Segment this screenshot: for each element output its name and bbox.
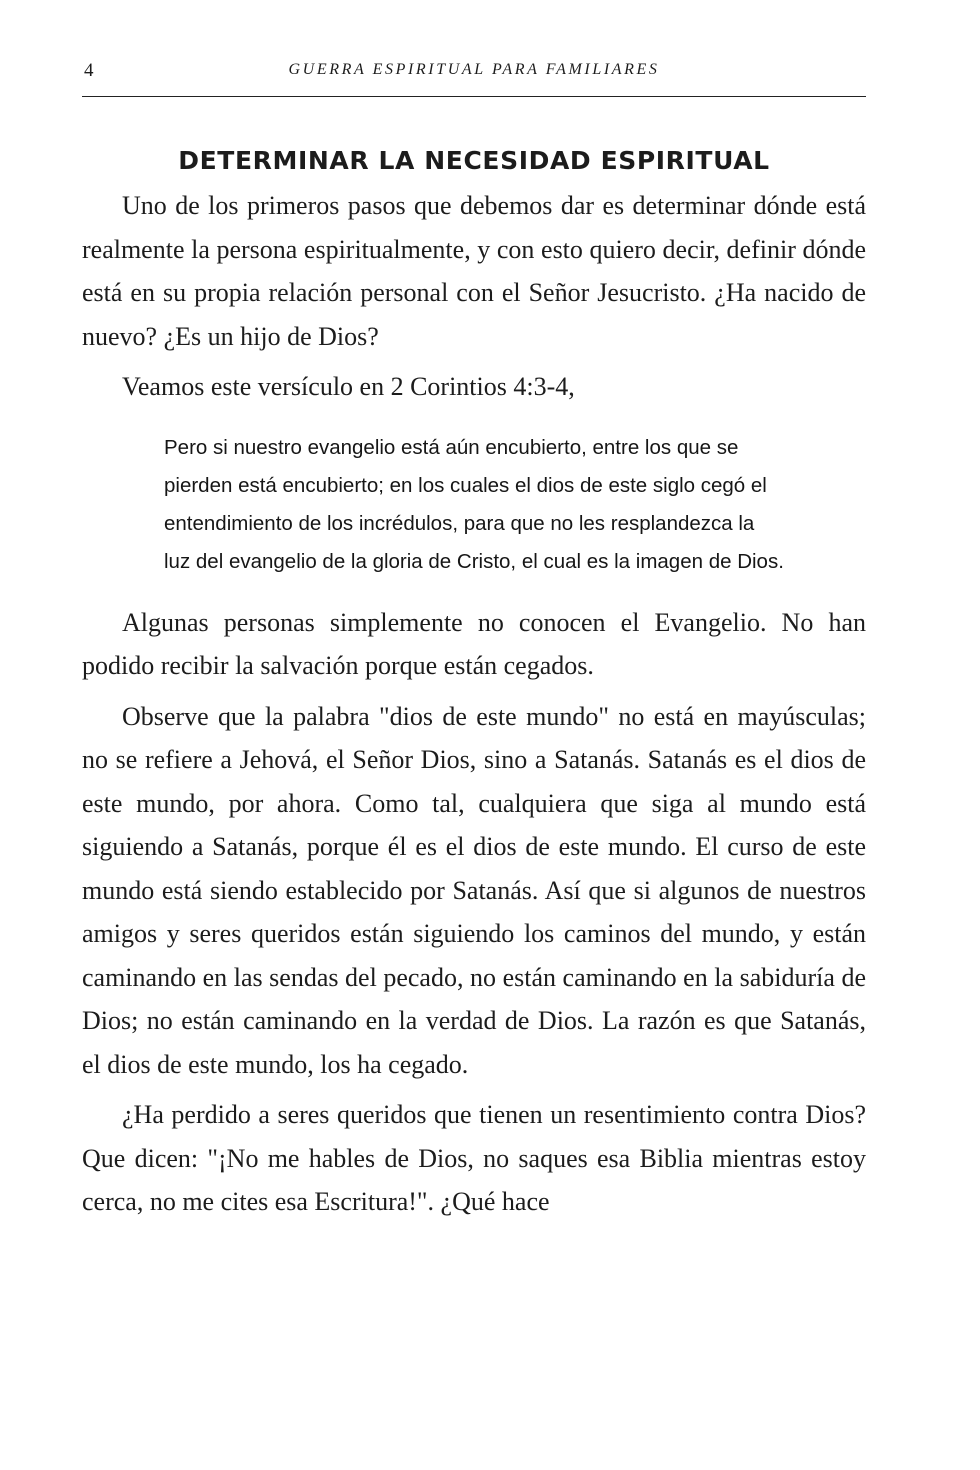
section-heading: DETERMINAR LA NECESIDAD ESPIRITUAL <box>178 146 770 175</box>
scripture-quote: Pero si nuestro evangelio está aún encubierto, entre los que se pierden está encubierto; en los cuales el dios de este siglo cegó el entendimiento de los incrédulos, para que no les resplandezca la luz del evangelio de la gloria de Cristo, el cual es la imagen de Dios. <box>164 435 784 573</box>
paragraph-scripture-intro: Veamos este versículo en 2 Corintios 4:3-4, <box>122 372 575 401</box>
page-header <box>82 60 866 84</box>
paragraph-4: Observe que la palabra "dios de este mundo" no está en mayúsculas; no se refiere a Jehová, el Señor Dios, sino a Satanás. Satanás es el dios de este mundo, por ahora. Como tal, cualquiera que siga al mundo está siguiendo a Satanás, porque él es el dios de este mundo. El curso de este mundo está siendo establecido por Satanás. Así que si algunos de nuestros amigos y seres queridos están siguiendo los caminos del mundo, y están caminando en las sendas del pecado, no están caminando en la sabiduría de Dios; no están caminando en la verdad de Dios. La razón es que Satanás, el dios de este mundo, los ha cegado. <box>82 701 866 1079</box>
paragraph-3: Algunas personas simplemente no conocen el Evangelio. No han podido recibir la salvación porque están cegados. <box>82 607 866 680</box>
header-divider <box>82 96 866 97</box>
body-text <box>82 184 866 1231</box>
running-title: GUERRA ESPIRITUAL PARA FAMILIARES <box>288 61 660 78</box>
paragraph-1: Uno de los primeros pasos que debemos dar es determinar dónde está realmente la persona espiritualmente, y con esto quiero decir, definir dónde está en su propia relación personal con el Señor Jesucristo. ¿Ha nacido de nuevo? ¿Es un hijo de Dios? <box>82 191 866 351</box>
page-number: 4 <box>84 60 94 81</box>
paragraph-5: ¿Ha perdido a seres queridos que tienen un resentimiento contra Dios? Que dicen: "¡No me hables de Dios, no saques esa Biblia mientras estoy cerca, no me cites esa Escritura!". ¿Qué hace <box>82 1100 866 1216</box>
